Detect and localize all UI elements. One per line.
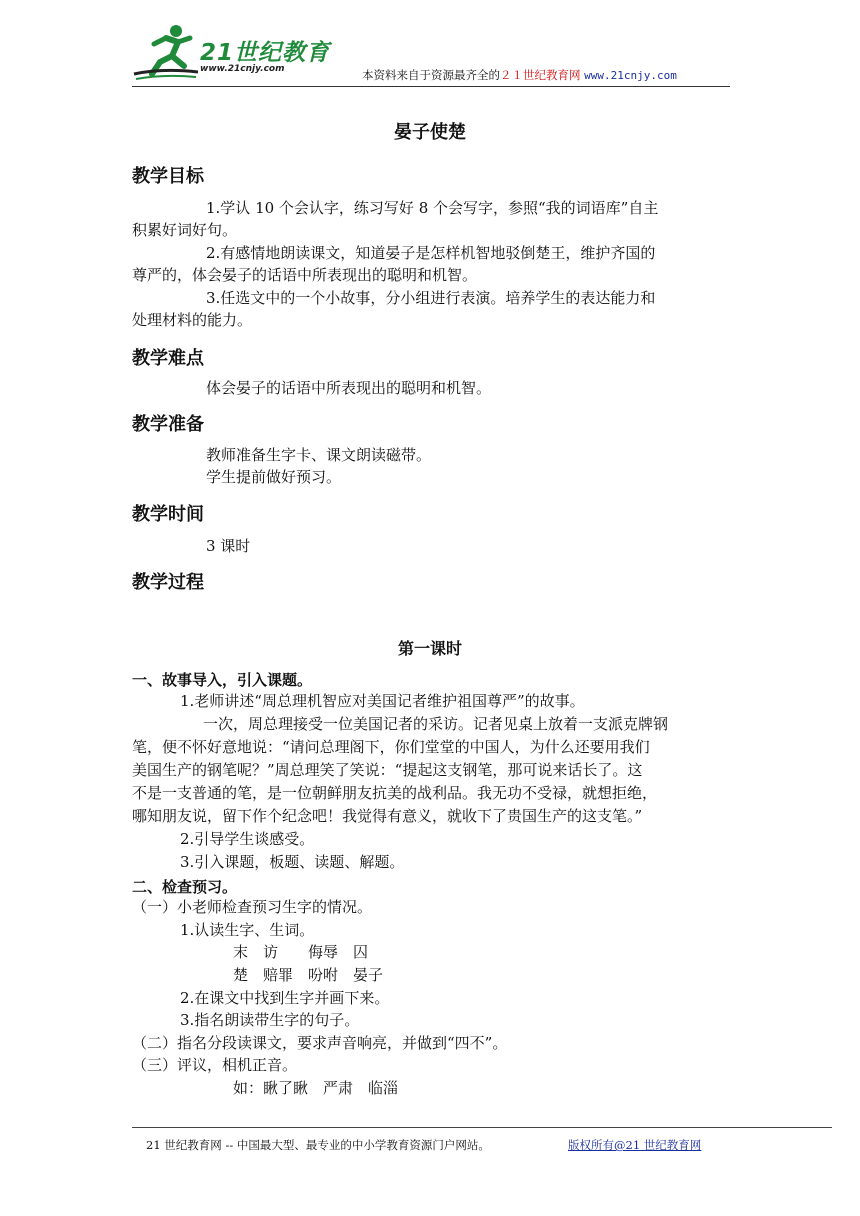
footer-copyright-link[interactable]: 版权所有@21 世纪教育网 bbox=[568, 1138, 702, 1152]
prep-heading: 教学准备 bbox=[132, 414, 204, 435]
prep-item-1: 教师准备生字卡、课文朗读磁带。 bbox=[206, 446, 432, 464]
story-line-3: 美国生产的钢笔呢？”周总理笑了笑说：“提起这支钢笔，那可说来话长了。这 bbox=[132, 761, 643, 779]
section-3-heading: （三）评议，相机正音。 bbox=[132, 1056, 298, 1074]
story-line-1: 一次，周总理接受一位美国记者的采访。记者见桌上放着一支派克牌钢 bbox=[203, 715, 669, 733]
difficulty-text: 体会晏子的话语中所表现出的聪明和机智。 bbox=[206, 379, 492, 397]
vocab-row-2: 楚 赔罪 吩咐 晏子 bbox=[233, 966, 384, 984]
prep-item-2: 学生提前做好预习。 bbox=[206, 468, 342, 486]
vocab-row-1: 末 访 侮辱 囚 bbox=[233, 943, 369, 961]
header-note-prefix: 本资料来自于资源最齐全的 bbox=[362, 68, 500, 82]
footer-divider bbox=[132, 1127, 832, 1128]
goal-3-line-2: 处理材料的能力。 bbox=[132, 311, 253, 329]
difficulty-heading: 教学难点 bbox=[132, 348, 204, 369]
part-2-heading: 二、检查预习。 bbox=[132, 878, 238, 896]
part-1-item-3: 3.引入课题，板题、读题、解题。 bbox=[180, 853, 405, 871]
story-line-5: 哪知朋友说，留下作个纪念吧！我觉得有意义，就收下了贵国生产的这支笔。” bbox=[132, 807, 643, 825]
part-1-item-1: 1.老师讲述“周总理机智应对美国记者维护祖国尊严”的故事。 bbox=[180, 692, 585, 710]
logo-url-text: www.21cnjy.com bbox=[200, 64, 285, 74]
lesson-title: 第一课时 bbox=[397, 639, 462, 658]
goal-2-line-2: 尊严的，体会晏子的话语中所表现出的聪明和机智。 bbox=[132, 266, 478, 284]
section-3-example: 如：瞅了瞅 严肃 临淄 bbox=[233, 1079, 399, 1097]
section-2-heading: （二）指名分段读课文，要求声音响亮，并做到“四不”。 bbox=[132, 1034, 508, 1052]
story-line-4: 不是一支普通的笔，是一位朝鲜朋友抗美的战利品。我无功不受禄，就想拒绝， bbox=[132, 784, 658, 802]
header-note-brand: ２１世纪教育网 bbox=[500, 68, 581, 82]
section-1-heading: （一）小老师检查预习生字的情况。 bbox=[132, 898, 373, 916]
header-note-link[interactable]: www.21cnjy.com bbox=[584, 69, 677, 82]
goals-heading: 教学目标 bbox=[132, 166, 204, 187]
section-1-item-3: 3.指名朗读带生字的句子。 bbox=[180, 1011, 360, 1029]
goal-3-line-1: 3.任选文中的一个小故事，分小组进行表演。培养学生的表达能力和 bbox=[206, 289, 656, 307]
goal-1-line-2: 积累好词好句。 bbox=[132, 221, 238, 239]
section-1-item-2: 2.在课文中找到生字并画下来。 bbox=[180, 989, 390, 1007]
document-title: 晏子使楚 bbox=[394, 122, 466, 143]
part-1-heading: 一、故事导入，引入课题。 bbox=[132, 671, 313, 689]
process-heading: 教学过程 bbox=[132, 572, 204, 593]
goal-1-line-1: 1.学认 10 个会认字，练习写好 8 个会写字，参照“我的词语库”自主 bbox=[206, 199, 659, 217]
section-1-item-1: 1.认读生字、生词。 bbox=[180, 921, 315, 939]
time-text: 3 课时 bbox=[206, 537, 251, 555]
runner-logo-icon bbox=[132, 22, 202, 82]
time-heading: 教学时间 bbox=[132, 504, 204, 525]
header-note bbox=[362, 67, 677, 83]
part-1-item-2: 2.引导学生谈感受。 bbox=[180, 830, 315, 848]
logo-brand-text: 21世纪教育 bbox=[200, 40, 331, 66]
page-header bbox=[132, 22, 730, 87]
footer-text: 21 世纪教育网 -- 中国最大型、最专业的中小学教育资源门户网站。 bbox=[146, 1138, 490, 1152]
story-line-2: 笔，便不怀好意地说：“请问总理阁下，你们堂堂的中国人，为什么还要用我们 bbox=[132, 738, 650, 756]
site-logo[interactable] bbox=[132, 22, 342, 82]
goal-2-line-1: 2.有感情地朗读课文，知道晏子是怎样机智地驳倒楚王，维护齐国的 bbox=[206, 244, 656, 262]
